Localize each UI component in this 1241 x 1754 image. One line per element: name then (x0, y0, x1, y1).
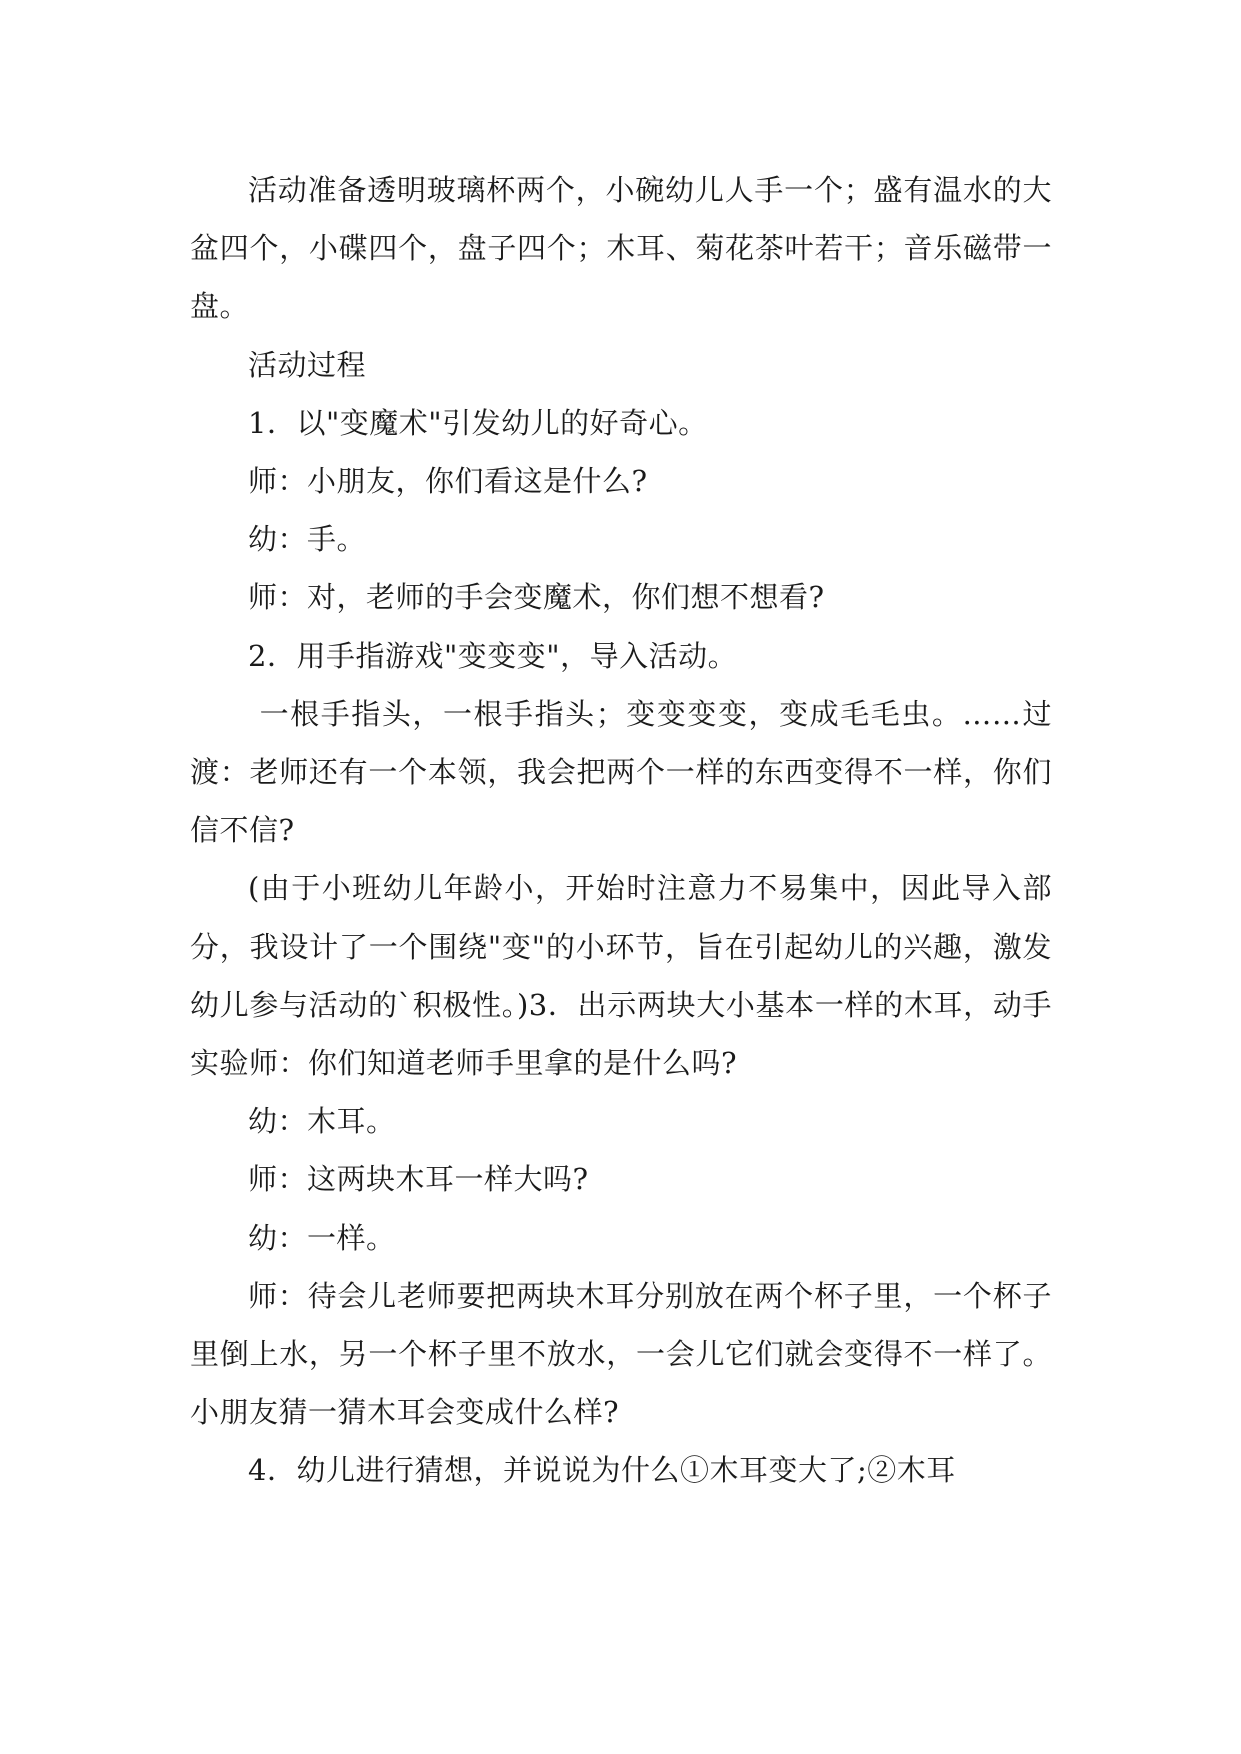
paragraph-step-4: 4．幼儿进行猜想，并说说为什么①木耳变大了;②木耳 (248, 1453, 956, 1488)
paragraph-dialogue: 师：这两块木耳一样大吗? (248, 1162, 589, 1197)
paragraph-design-note: (由于小班幼儿年龄小，开始时注意力不易集中，因此导入部分，我设计了一个围绕"变"的小环节，旨在引起幼儿的兴趣，激发幼儿参与活动的`积极性。)3．出示两块大小基本一样的木耳，动手实验师：你们知道老师手里拿的是什么吗? (190, 871, 1052, 1081)
paragraph-dialogue: 幼：手。 (248, 522, 367, 557)
paragraph-materials: 活动准备透明玻璃杯两个，小碗幼儿人手一个；盛有温水的大盆四个，小碟四个，盘子四个；木耳、菊花茶叶若干；音乐磁带一盘。 (190, 173, 1052, 324)
paragraph-dialogue: 幼：一样。 (248, 1220, 396, 1255)
paragraph-step-1: 1．以"变魔术"引发幼儿的好奇心。 (248, 405, 708, 440)
paragraph-process-heading: 活动过程 (248, 347, 367, 382)
paragraph-dialogue: 师：对，老师的手会变魔术，你们想不想看? (248, 580, 825, 615)
paragraph-dialogue: 幼：木耳。 (248, 1104, 396, 1139)
document-body (190, 161, 1052, 1500)
paragraph-dialogue: 师：小朋友，你们看这是什么? (248, 464, 648, 499)
paragraph-experiment: 师：待会儿老师要把两块木耳分别放在两个杯子里，一个杯子里倒上水，另一个杯子里不放水，一会儿它们就会变得不一样了。小朋友猜一猜木耳会变成什么样? (190, 1278, 1052, 1430)
paragraph-step-2: 2．用手指游戏"变变变"，导入活动。 (248, 638, 738, 673)
paragraph-finger-game: 一根手指头，一根手指头；变变变变，变成毛毛虫。……过渡：老师还有一个本领，我会把两个一样的东西变得不一样，你们信不信? (190, 696, 1052, 848)
